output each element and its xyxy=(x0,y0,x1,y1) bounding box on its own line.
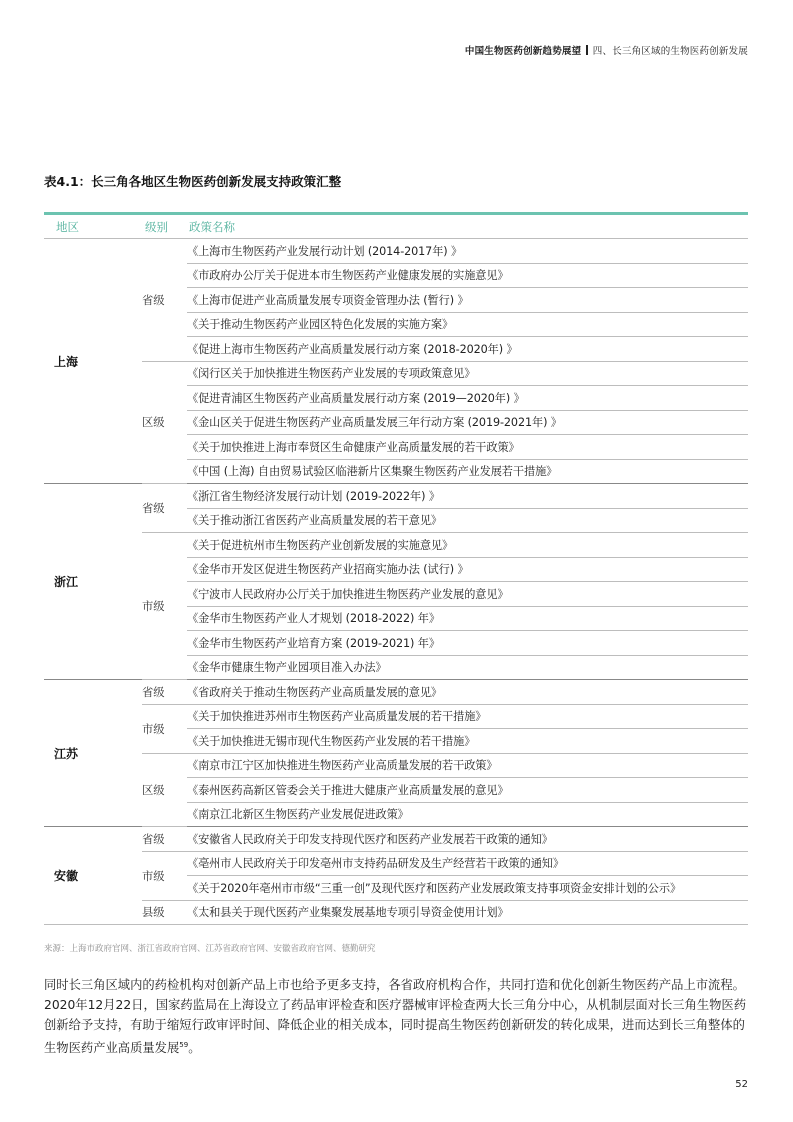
footnote-ref: 59 xyxy=(179,1041,189,1049)
policy-name-cell: 《宁波市人民政府办公厅关于加快推进生物医药产业发展的意见》 xyxy=(187,582,748,607)
table-row xyxy=(44,239,748,264)
policy-name-cell: 《闵行区关于加快推进生物医药产业发展的专项政策意见》 xyxy=(187,361,748,386)
level-cell: 区级 xyxy=(142,361,187,484)
table-row xyxy=(44,827,748,852)
policy-name-cell: 《关于加快推进上海市奉贤区生命健康产业高质量发展的若干政策》 xyxy=(187,435,748,460)
policy-name-cell: 《南京江北新区生物医药产业发展促进政策》 xyxy=(187,802,748,827)
policy-name-cell: 《关于加快推进苏州市生物医药产业高质量发展的若干措施》 xyxy=(187,704,748,729)
section-title: 四、长三角区域的生物医药创新发展 xyxy=(592,46,748,57)
policy-name-cell: 《南京市江宁区加快推进生物医药产业高质量发展的若干政策》 xyxy=(187,753,748,778)
table-row xyxy=(44,851,748,876)
header-policy: 政策名称 xyxy=(187,214,748,239)
level-cell: 市级 xyxy=(142,533,187,680)
table-row xyxy=(44,900,748,925)
policy-name-cell: 《安徽省人民政府关于印发支持现代医疗和医药产业发展若干政策的通知》 xyxy=(187,827,748,852)
header-level: 级别 xyxy=(142,214,187,239)
policy-table-body xyxy=(44,239,748,925)
level-cell: 省级 xyxy=(142,680,187,705)
header-region: 地区 xyxy=(44,214,142,239)
level-cell: 省级 xyxy=(142,827,187,852)
region-cell: 浙江 xyxy=(44,484,142,680)
policy-table xyxy=(44,212,748,925)
table-row xyxy=(44,704,748,729)
policy-name-cell: 《上海市促进产业高质量发展专项资金管理办法 (暂行) 》 xyxy=(187,288,748,313)
body-text-end: 。 xyxy=(188,1041,201,1056)
policy-name-cell: 《关于加快推进无锡市现代生物医药产业发展的若干措施》 xyxy=(187,729,748,754)
policy-name-cell: 《关于推动浙江省医药产业高质量发展的若干意见》 xyxy=(187,508,748,533)
level-cell: 县级 xyxy=(142,900,187,925)
policy-name-cell: 《金华市健康生物产业园项目准入办法》 xyxy=(187,655,748,680)
level-cell: 省级 xyxy=(142,484,187,533)
table-row xyxy=(44,533,748,558)
policy-name-cell: 《中国 (上海) 自由贸易试验区临港新片区集聚生物医药产业发展若干措施》 xyxy=(187,459,748,484)
policy-name-cell: 《金华市生物医药产业培育方案 (2019-2021) 年》 xyxy=(187,631,748,656)
level-cell: 市级 xyxy=(142,704,187,753)
table-row xyxy=(44,484,748,509)
policy-name-cell: 《泰州医药高新区管委会关于推进大健康产业高质量发展的意见》 xyxy=(187,778,748,803)
page-number: 52 xyxy=(735,1079,748,1090)
table-header-row xyxy=(44,214,748,239)
region-cell: 江苏 xyxy=(44,680,142,827)
policy-name-cell: 《省政府关于推动生物医药产业高质量发展的意见》 xyxy=(187,680,748,705)
policy-name-cell: 《金山区关于促进生物医药产业高质量发展三年行动方案 (2019-2021年) 》 xyxy=(187,410,748,435)
table-row xyxy=(44,361,748,386)
policy-name-cell: 《亳州市人民政府关于印发亳州市支持药品研发及生产经营若干政策的通知》 xyxy=(187,851,748,876)
policy-name-cell: 《促进上海市生物医药产业高质量发展行动方案 (2018-2020年) 》 xyxy=(187,337,748,362)
policy-name-cell: 《太和县关于现代医药产业集聚发展基地专项引导资金使用计划》 xyxy=(187,900,748,925)
policy-name-cell: 《关于2020年亳州市市级“三重一创”及现代医疗和医药产业发展政策支持事项资金安排计划的公示》 xyxy=(187,876,748,901)
policy-name-cell: 《促进青浦区生物医药产业高质量发展行动方案 (2019—2020年) 》 xyxy=(187,386,748,411)
region-cell: 上海 xyxy=(44,239,142,484)
level-cell: 市级 xyxy=(142,851,187,900)
level-cell: 省级 xyxy=(142,239,187,362)
policy-name-cell: 《浙江省生物经济发展行动计划 (2019-2022年) 》 xyxy=(187,484,748,509)
region-cell: 安徽 xyxy=(44,827,142,925)
policy-name-cell: 《市政府办公厅关于促进本市生物医药产业健康发展的实施意见》 xyxy=(187,263,748,288)
policy-name-cell: 《金华市生物医药产业人才规划 (2018-2022) 年》 xyxy=(187,606,748,631)
running-header xyxy=(465,43,748,57)
policy-name-cell: 《关于促进杭州市生物医药产业创新发展的实施意见》 xyxy=(187,533,748,558)
table-row xyxy=(44,680,748,705)
table-title: 表4.1：长三角各地区生物医药创新发展支持政策汇整 xyxy=(44,174,342,189)
table-row xyxy=(44,753,748,778)
policy-name-cell: 《关于推动生物医药产业园区特色化发展的实施方案》 xyxy=(187,312,748,337)
source-note: 来源：上海市政府官网、浙江省政府官网、江苏省政府官网、安徽省政府官网、德勤研究 xyxy=(44,944,376,954)
report-title: 中国生物医药创新趋势展望 xyxy=(464,46,582,57)
policy-name-cell: 《金华市开发区促进生物医药产业招商实施办法 (试行) 》 xyxy=(187,557,748,582)
policy-name-cell: 《上海市生物医药产业发展行动计划 (2014-2017年) 》 xyxy=(187,239,748,264)
body-text: 同时长三角区域内的药检机构对创新产品上市也给予更多支持，各省政府机构合作，共同打造和优化创新生物医药产品上市流程。2020年12月22日，国家药监局在上海设立了药品审评检查和医疗器械审评检查两大长三角分中心，从机制层面对长三角生物医药创新给予支持，有助于缩短行政审评时间、降低企业的相关成本，同时提高生物医药创新研发的转化成果，进而达到长三角整体的生物医药产业高质量发展 xyxy=(44,978,747,1056)
level-cell: 区级 xyxy=(142,753,187,827)
body-paragraph xyxy=(44,975,750,1058)
header-divider xyxy=(586,45,588,55)
